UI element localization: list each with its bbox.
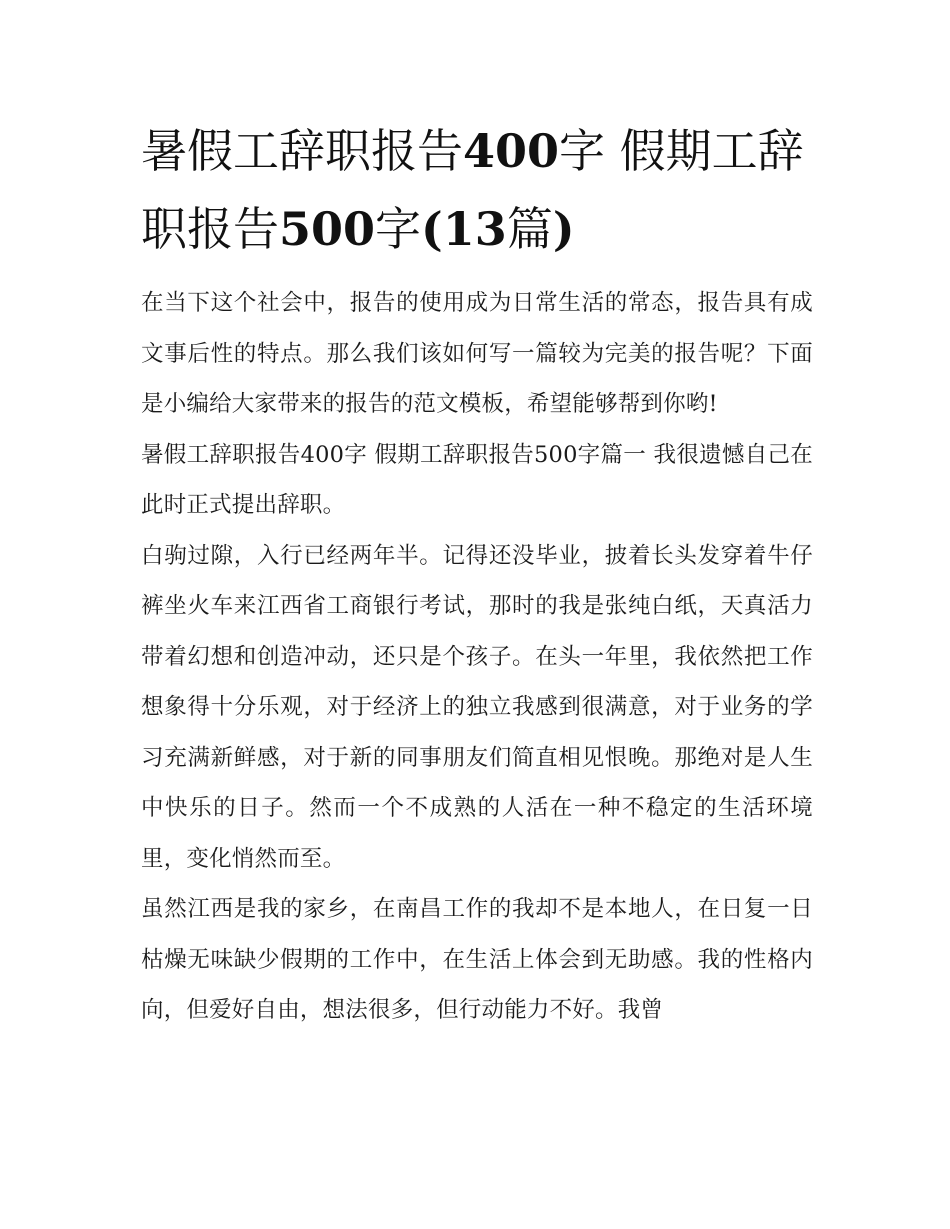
document-body bbox=[141, 278, 813, 1036]
paragraph-hometown: 虽然江西是我的家乡，在南昌工作的我却不是本地人，在日复一日枯燥无味缺少假期的工作中，在生活上体会到无助感。我的性格内向，但爱好自由，想法很多，但行动能力不好。我曾 bbox=[141, 896, 813, 1023]
paragraph-work-history: 白驹过隙，入行已经两年半。记得还没毕业，披着长头发穿着牛仔裤坐火车来江西省工商银行考试，那时的我是张纯白纸，天真活力带着幻想和创造冲动，还只是个孩子。在头一年里，我依然把工作想象得十分乐观，对于经济上的独立我感到很满意，对于业务的学习充满新鲜感，对于新的同事朋友们简直相见恨晚。那绝对是人生中快乐的日子。然而一个不成熟的人活在一种不稳定的生活环境里，变化悄然而至。 bbox=[141, 542, 813, 872]
paragraph-section-one-opening: 暑假工辞职报告400字 假期工辞职报告500字篇一 我很遗憾自己在此时正式提出辞职。 bbox=[141, 441, 813, 518]
document-title: 暑假工辞职报告400字 假期工辞职报告500字(13篇) bbox=[141, 124, 804, 256]
paragraph-intro: 在当下这个社会中，报告的使用成为日常生活的常态，报告具有成文事后性的特点。那么我们该如何写一篇较为完美的报告呢？下面是小编给大家带来的报告的范文模板，希望能够帮到你哟! bbox=[141, 290, 813, 417]
